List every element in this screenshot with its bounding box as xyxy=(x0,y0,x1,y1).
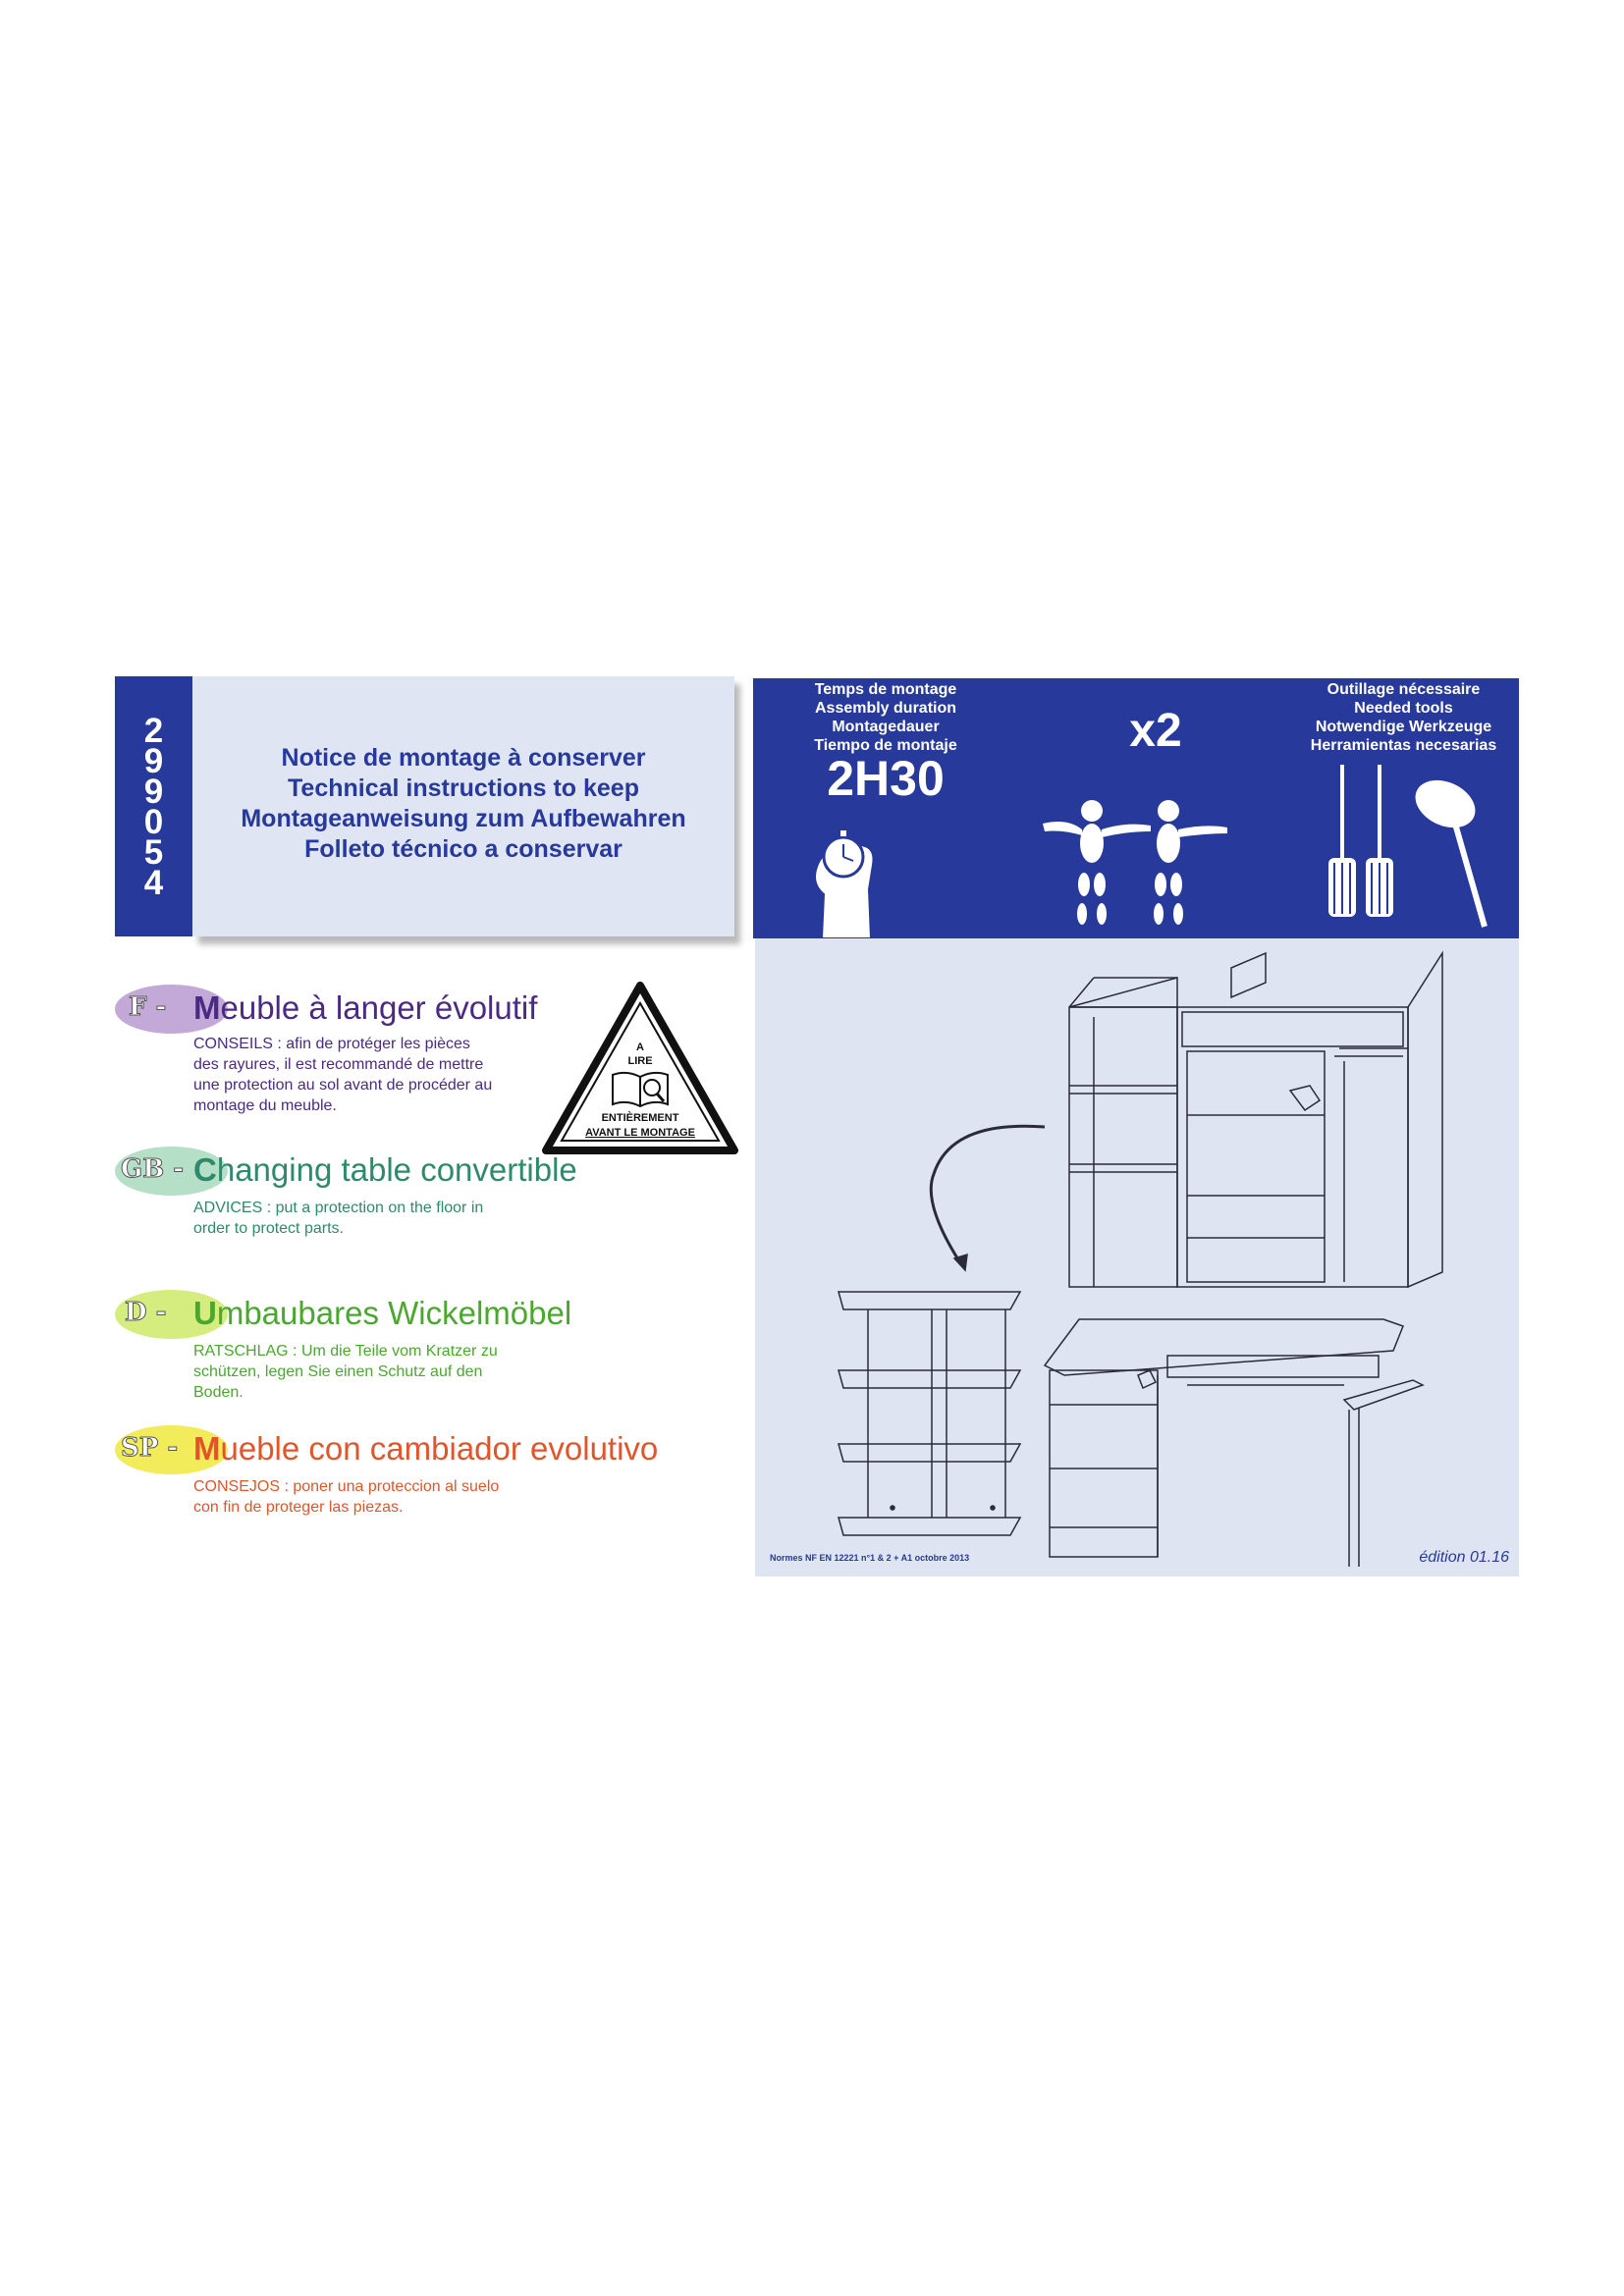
product-code-strip xyxy=(115,676,192,936)
duration-label-es: Tiempo de montaje xyxy=(814,737,957,754)
product-code-digit: 9 xyxy=(143,772,164,811)
advice-line: CONSEILS : afin de protéger les pièces xyxy=(193,1036,470,1052)
edition-text: édition 01.16 xyxy=(1419,1549,1509,1566)
section-advice xyxy=(193,1341,498,1403)
product-code-digit: 4 xyxy=(143,863,164,902)
advice-line: une protection au sol avant de procéder au xyxy=(193,1077,493,1094)
title-line-de: Montageanweisung zum Aufbewahren xyxy=(241,805,686,832)
section-title xyxy=(193,1295,571,1332)
product-code-digit: 5 xyxy=(143,832,164,872)
norms-text: Normes NF EN 12221 n°1 & 2 + A1 octobre 2013 xyxy=(770,1553,970,1563)
tools-label-en: Needed tools xyxy=(1354,700,1453,717)
two-people-icon xyxy=(1043,796,1229,929)
section-title xyxy=(193,989,537,1027)
duration-label-de: Montagedauer xyxy=(832,719,940,735)
language-section-fr xyxy=(115,985,557,1142)
assembly-duration-labels xyxy=(783,680,989,755)
warning-line-4: AVANT LE MONTAGE xyxy=(585,1127,695,1139)
title-box xyxy=(192,676,734,936)
language-code: F - xyxy=(129,992,167,1022)
advice-line: schützen, legen Sie einen Schutz auf den xyxy=(193,1363,483,1380)
advice-line: CONSEJOS : poner una proteccion al suelo xyxy=(193,1478,500,1495)
advice-line: Boden. xyxy=(193,1384,244,1401)
section-title xyxy=(193,1151,577,1189)
advice-line: RATSCHLAG : Um die Teile vom Kratzer zu xyxy=(193,1343,498,1360)
duration-label-en: Assembly duration xyxy=(814,700,957,717)
changing-table-illustration xyxy=(1069,953,1442,1287)
stopwatch-hand-icon xyxy=(802,816,891,938)
tools-label-de: Notwendige Werkzeuge xyxy=(1315,719,1492,735)
language-code: GB - xyxy=(121,1154,185,1184)
mallet-icon xyxy=(1408,772,1485,927)
section-advice xyxy=(193,1198,483,1239)
language-section-sp xyxy=(115,1425,684,1533)
section-advice xyxy=(193,1476,499,1518)
warning-line-2: LIRE xyxy=(627,1055,653,1067)
needed-tools-labels xyxy=(1288,680,1519,755)
product-code-digit: 2 xyxy=(143,711,164,750)
product-code-digit: 0 xyxy=(143,802,164,841)
section-title xyxy=(193,1430,658,1468)
assembly-info-header xyxy=(753,678,1519,938)
warning-line-1: A xyxy=(636,1041,644,1053)
document-title xyxy=(192,743,734,865)
language-section-de xyxy=(115,1290,625,1417)
advice-line: des rayures, il est recommandé de mettre xyxy=(193,1056,484,1073)
title-rest: euble à langer évolutif xyxy=(220,989,538,1026)
language-code: SP - xyxy=(121,1433,179,1463)
title-initial: M xyxy=(193,989,221,1026)
title-rest: mbaubares Wickelmöbel xyxy=(216,1295,572,1331)
screwdriver-phillips-icon xyxy=(1366,765,1393,917)
tools-label-es: Herramientas necesarias xyxy=(1310,737,1497,754)
title-line-en: Technical instructions to keep xyxy=(288,774,639,802)
title-line-fr: Notice de montage à conserver xyxy=(281,744,646,772)
title-initial: M xyxy=(193,1430,221,1467)
title-rest: ueble con cambiador evolutivo xyxy=(220,1430,659,1467)
tools-icon-group xyxy=(1323,765,1499,936)
tools-label-fr: Outillage nécessaire xyxy=(1326,681,1481,698)
furniture-drawing xyxy=(755,938,1519,1576)
read-before-assembly-warning-icon xyxy=(542,982,738,1158)
language-section-gb xyxy=(115,1147,625,1255)
advice-line: montage du meuble. xyxy=(193,1097,337,1114)
assembly-duration-value: 2H30 xyxy=(827,751,945,806)
section-advice xyxy=(193,1034,492,1116)
duration-label-fr: Temps de montage xyxy=(814,681,957,698)
title-initial: C xyxy=(193,1151,217,1188)
bookshelf-illustration xyxy=(839,1292,1020,1535)
persons-count: x2 xyxy=(1129,705,1182,757)
screwdriver-flat-icon xyxy=(1328,765,1356,917)
assembly-drawing-panel xyxy=(755,938,1519,1576)
product-code-digit: 9 xyxy=(143,741,164,780)
title-initial: U xyxy=(193,1295,217,1331)
advice-line: order to protect parts. xyxy=(193,1220,344,1237)
advice-line: con fin de proteger las piezas. xyxy=(193,1499,404,1516)
title-line-es: Folleto técnico a conservar xyxy=(304,835,623,863)
title-rest: hanging table convertible xyxy=(216,1151,577,1188)
advice-line: ADVICES : put a protection on the floor in xyxy=(193,1200,484,1216)
desk-illustration xyxy=(1045,1319,1423,1567)
warning-line-3: ENTIÈREMENT xyxy=(601,1112,679,1124)
language-code: D - xyxy=(125,1298,167,1327)
